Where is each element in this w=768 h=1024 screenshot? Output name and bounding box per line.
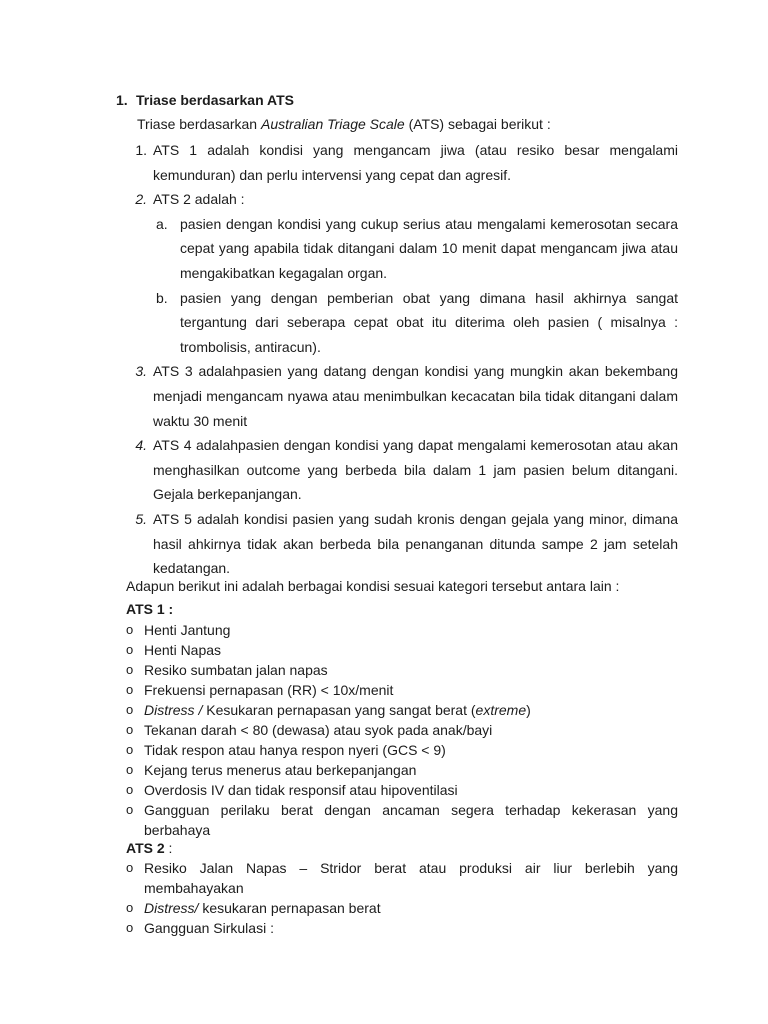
- section-heading: [116, 92, 294, 108]
- bullet-icon: o: [126, 742, 134, 757]
- ats-item-3: [130, 359, 678, 433]
- sub-item-letter: b.: [156, 289, 168, 306]
- bullet-icon: o: [126, 642, 134, 657]
- ats-item-number: 5.: [135, 510, 147, 527]
- intro-italic: Australian Triage Scale: [260, 116, 405, 132]
- ats-item-text: ATS 1 adalah kondisi yang mengancam jiwa (atau resiko besar mengalami kemunduran) dan perlu intervensi yang cepat dan agresif.: [153, 142, 678, 183]
- bullet-icon: o: [126, 762, 134, 777]
- ats-item-number: 1.: [135, 142, 147, 158]
- sub-item-letter: a.: [156, 215, 168, 232]
- bullet-icon: o: [126, 662, 134, 677]
- ats-item-text: ATS 3 adalahpasien yang datang dengan kondisi yang mungkin akan bekembang menjadi mengancam nyawa atau menimbulkan kecacatan bila tidak ditangani dalam waktu 30 menit: [153, 363, 678, 429]
- ats-item-number: 2.: [135, 191, 147, 208]
- ats-item-number: 3.: [135, 363, 147, 380]
- sub-item-a: [153, 212, 678, 286]
- bullet-icon: o: [126, 802, 134, 817]
- ats2-sub-list: [153, 212, 678, 360]
- ats-item-text: ATS 5 adalah kondisi pasien yang sudah kronis dengan gejala yang minor, dimana hasil ahkirnya tidak akan berbeda bila penanganan ditunda sampe 2 jam setelah kedatangan.: [153, 510, 678, 577]
- ats-item-number: 4.: [135, 437, 147, 454]
- condition-item: o Overdosis IV dan tidak responsif atau hipoventilasi: [126, 782, 458, 798]
- condition-item: o Henti Napas: [126, 642, 222, 658]
- ats-item-1: [130, 138, 678, 187]
- condition-item: o Henti Jantung: [126, 622, 231, 638]
- heading-title: Triase berdasarkan ATS: [136, 92, 294, 108]
- ats-item-4: [130, 433, 678, 507]
- sub-item-b: [153, 286, 678, 360]
- ats-item-5: [130, 507, 678, 581]
- condition-item: o Gangguan perilaku berat dengan ancaman segera terhadap kekerasan yang berbahaya: [126, 802, 678, 838]
- conditions-intro: Adapun berikut ini adalah berbagai kondisi sesuai kategori tersebut antara lain :: [126, 578, 620, 594]
- condition-item: o Distress / Kesukaran pernapasan yang sangat berat (extreme): [126, 702, 531, 718]
- bullet-icon: o: [126, 900, 134, 915]
- condition-item: o Resiko Jalan Napas – Stridor berat atau produksi air liur berlebih yang membahayakan: [126, 860, 678, 896]
- sub-item-text: pasien dengan kondisi yang cukup serius atau mengalami kemerosotan secara cepat yang apabila tidak ditangani dalam 10 menit dapat mengancam jiwa atau mengakibatkan kegagalan organ.: [180, 215, 678, 281]
- intro-suffix: (ATS) sebagai berikut :: [404, 116, 551, 132]
- condition-item: o Resiko sumbatan jalan napas: [126, 662, 328, 678]
- ats1-label: ATS 1 :: [126, 601, 174, 617]
- bullet-icon: o: [126, 682, 134, 697]
- bullet-icon: o: [126, 622, 134, 637]
- intro-paragraph: [137, 116, 551, 132]
- condition-item: o Frekuensi pernapasan (RR) < 10x/menit: [126, 682, 394, 698]
- sub-item-text: pasien yang dengan pemberian obat yang dimana hasil akhirnya sangat tergantung dari seberapa cepat obat itu diterima oleh pasien ( misalnya : trombolisis, antiracun).: [180, 289, 678, 355]
- condition-item: o Gangguan Sirkulasi :: [126, 920, 274, 936]
- ats-item-2: [130, 187, 678, 359]
- ats2-label: ATS 2 :: [126, 840, 173, 856]
- bullet-icon: o: [126, 920, 134, 935]
- condition-item: o Tidak respon atau hanya respon nyeri (GCS < 9): [126, 742, 446, 758]
- bullet-icon: o: [126, 860, 134, 875]
- ats-definition-list: [130, 138, 678, 581]
- condition-item: o Distress/ kesukaran pernapasan berat: [126, 900, 381, 916]
- bullet-icon: o: [126, 702, 134, 717]
- ats2-condition-list: [126, 858, 678, 938]
- condition-item: o Tekanan darah < 80 (dewasa) atau syok pada anak/bayi: [126, 722, 493, 738]
- intro-prefix: Triase berdasarkan: [137, 116, 261, 132]
- bullet-icon: o: [126, 722, 134, 737]
- ats-item-text: ATS 4 adalahpasien dengan kondisi yang dapat mengalami kemerosotan atau akan menghasilkan outcome yang berbeda bila dalam 1 jam pasien belum ditangani. Gejala berkepanjangan.: [153, 437, 678, 503]
- heading-number: 1.: [116, 92, 128, 108]
- bullet-icon: o: [126, 782, 134, 797]
- ats1-condition-list: [126, 620, 678, 840]
- ats-item-text: ATS 2 adalah :: [153, 191, 245, 208]
- condition-item: o Kejang terus menerus atau berkepanjangan: [126, 762, 417, 778]
